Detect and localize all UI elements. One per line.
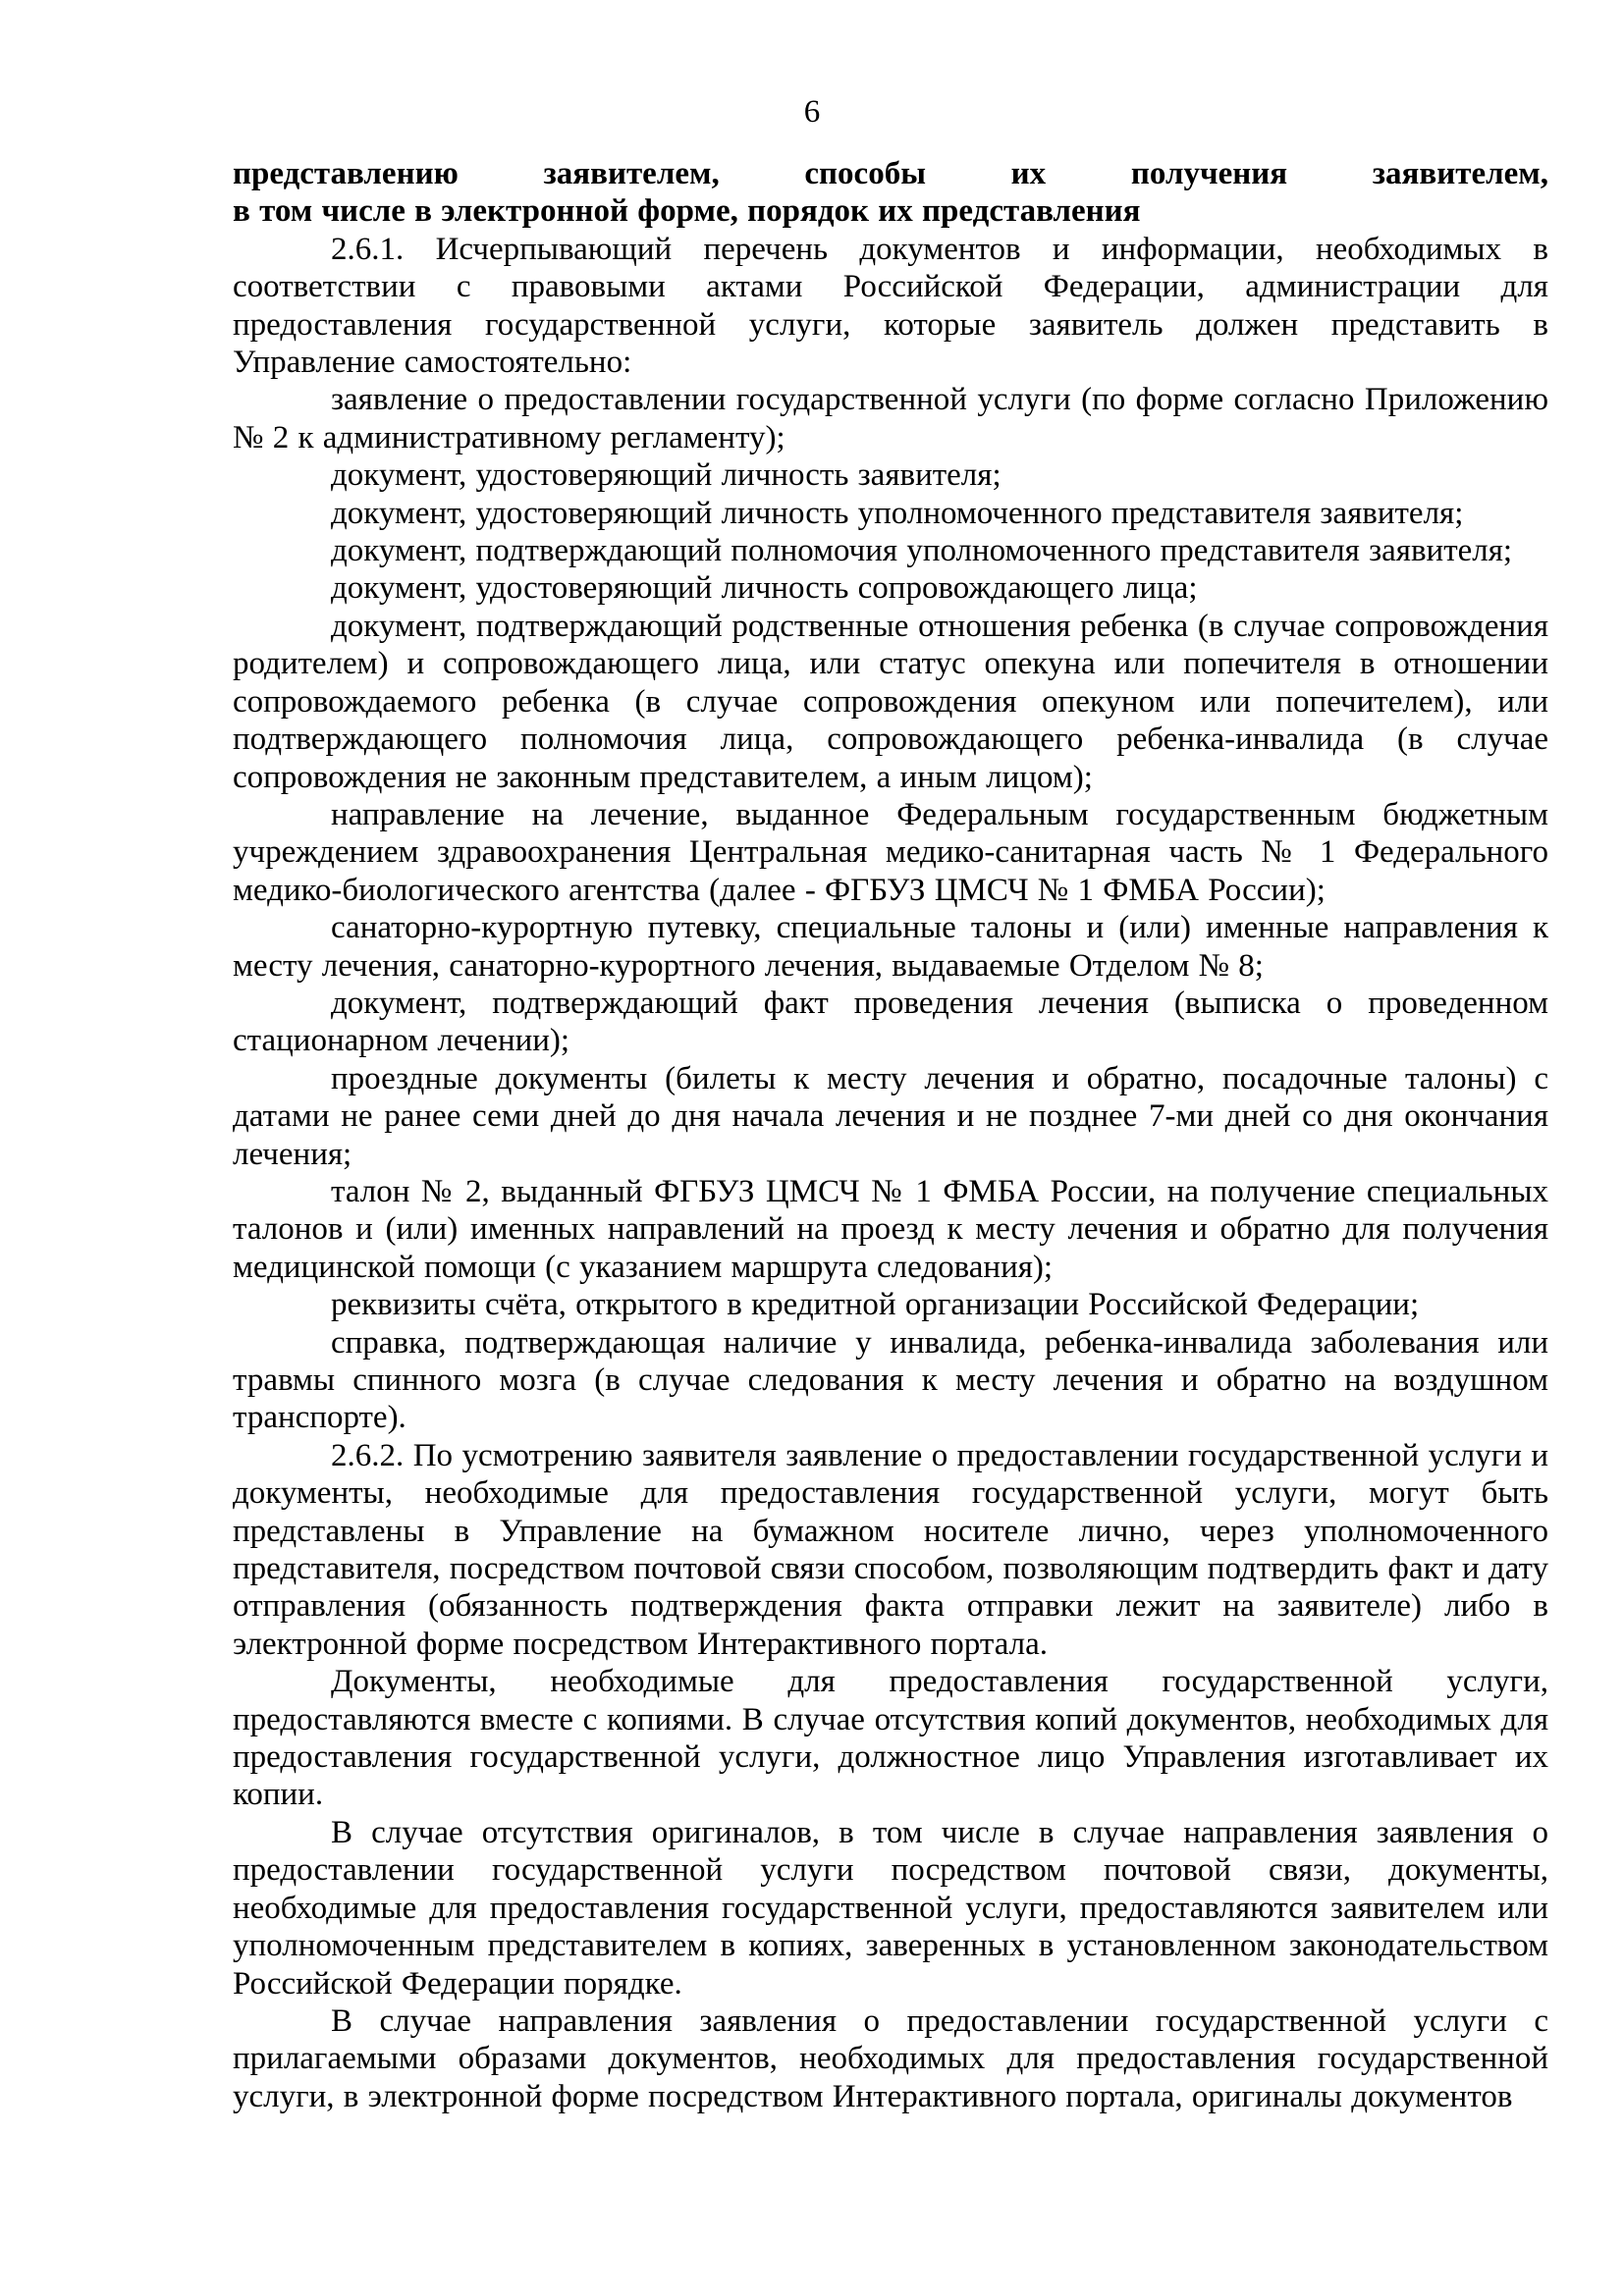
paragraph: направление на лечение, выданное Федеральным государственным бюджетным учреждением здравоохранения Центральная медико-санитарная часть № 1 Федерального медико-биологического агентства (далее - ФГБУЗ ЦМСЧ № 1 ФМБА России);: [233, 796, 1548, 908]
paragraph: документ, удостоверяющий личность заявителя;: [331, 457, 1001, 494]
paragraph: документ, удостоверяющий личность сопровождающего лица;: [331, 570, 1198, 607]
paragraph: документ, подтверждающий факт проведения лечения (выписка о проведенном стационарном лечении);: [233, 985, 1548, 1059]
page-number: 6: [803, 94, 821, 130]
paragraph: 2.6.2. По усмотрению заявителя заявление о предоставлении государственной услуги и документы, необходимые для предоставления государственной услуги, могут быть представлены в Управление на бумажном носителе лично, через уполномоченного представителя, посредством почтовой связи способом, позволяющим подтвердить факт и дату отправления (обязанность подтверждения факта отправки лежит на заявителе) либо в электронной форме посредством Интерактивного портала.: [233, 1437, 1548, 1662]
paragraph: талон № 2, выданный ФГБУЗ ЦМСЧ № 1 ФМБА России, на получение специальных талонов и (или) именных направлений на проезд к месту лечения и обратно для получения медицинской помощи (с указанием маршрута следования);: [233, 1173, 1548, 1285]
paragraph: В случае отсутствия оригиналов, в том числе в случае направления заявления о предоставлении государственной услуги посредством почтовой связи, документы, необходимые для предоставления государственной услуги, предоставляются заявителем или уполномоченным представителем в копиях, заверенных в установленном законодательством Российской Федерации порядке.: [233, 1814, 1548, 2002]
document-content: [233, 155, 1548, 2115]
paragraph: реквизиты счёта, открытого в кредитной организации Российской Федерации;: [331, 1287, 1420, 1323]
paragraph: документ, подтверждающий родственные отношения ребенка (в случае сопровождения родителем) и сопровождающего лица, или статус опекуна или попечителя в отношении сопровождаемого ребенка (в случае сопровождения опекуном или попечителем), или подтверждающего полномочия лица, сопровождающего ребенка-инвалида (в случае сопровождения не законным представителем, а иным лицом);: [233, 608, 1548, 795]
paragraph: Документы, необходимые для предоставления государственной услуги, предоставляются вместе с копиями. В случае отсутствия копий документов, необходимых для предоставления государственной услуги, должностное лицо Управления изготавливает их копии.: [233, 1664, 1548, 1813]
paragraph: заявление о предоставлении государственной услуги (по форме согласно Приложению № 2 к административному регламенту);: [233, 382, 1548, 455]
section-heading-line1: представлению заявителем, способы их получения заявителем,: [233, 156, 1548, 191]
paragraph: справка, подтверждающая наличие у инвалида, ребенка-инвалида заболевания или травмы спинного мозга (в случае следования к месту лечения и обратно на воздушном транспорте).: [233, 1324, 1548, 1436]
paragraph: В случае направления заявления о предоставлении государственной услуги с прилагаемыми образами документов, необходимых для предоставления государственной услуги, в электронной форме посредством Интерактивного портала, оригиналы документов: [233, 2002, 1548, 2114]
paragraph: санаторно-курортную путевку, специальные талоны и (или) именные направления к месту лечения, санаторно-курортного лечения, выдаваемые Отделом № 8;: [233, 910, 1548, 984]
section-heading-line2: в том числе в электронной форме, порядок их представления: [233, 193, 1141, 230]
paragraph: документ, удостоверяющий личность уполномоченного представителя заявителя;: [331, 495, 1464, 531]
document-body: [233, 231, 1548, 2115]
paragraph: документ, подтверждающий полномочия уполномоченного представителя заявителя;: [331, 533, 1513, 569]
paragraph: проездные документы (билеты к месту лечения и обратно, посадочные талоны) с датами не ранее семи дней до дня начала лечения и не позднее 7-ми дней со дня окончания лечения;: [233, 1060, 1548, 1172]
paragraph: 2.6.1. Исчерпывающий перечень документов и информации, необходимых в соответствии с правовыми актами Российской Федерации, администрации для предоставления государственной услуги, которые заявитель должен представить в Управление самостоятельно:: [233, 231, 1548, 381]
